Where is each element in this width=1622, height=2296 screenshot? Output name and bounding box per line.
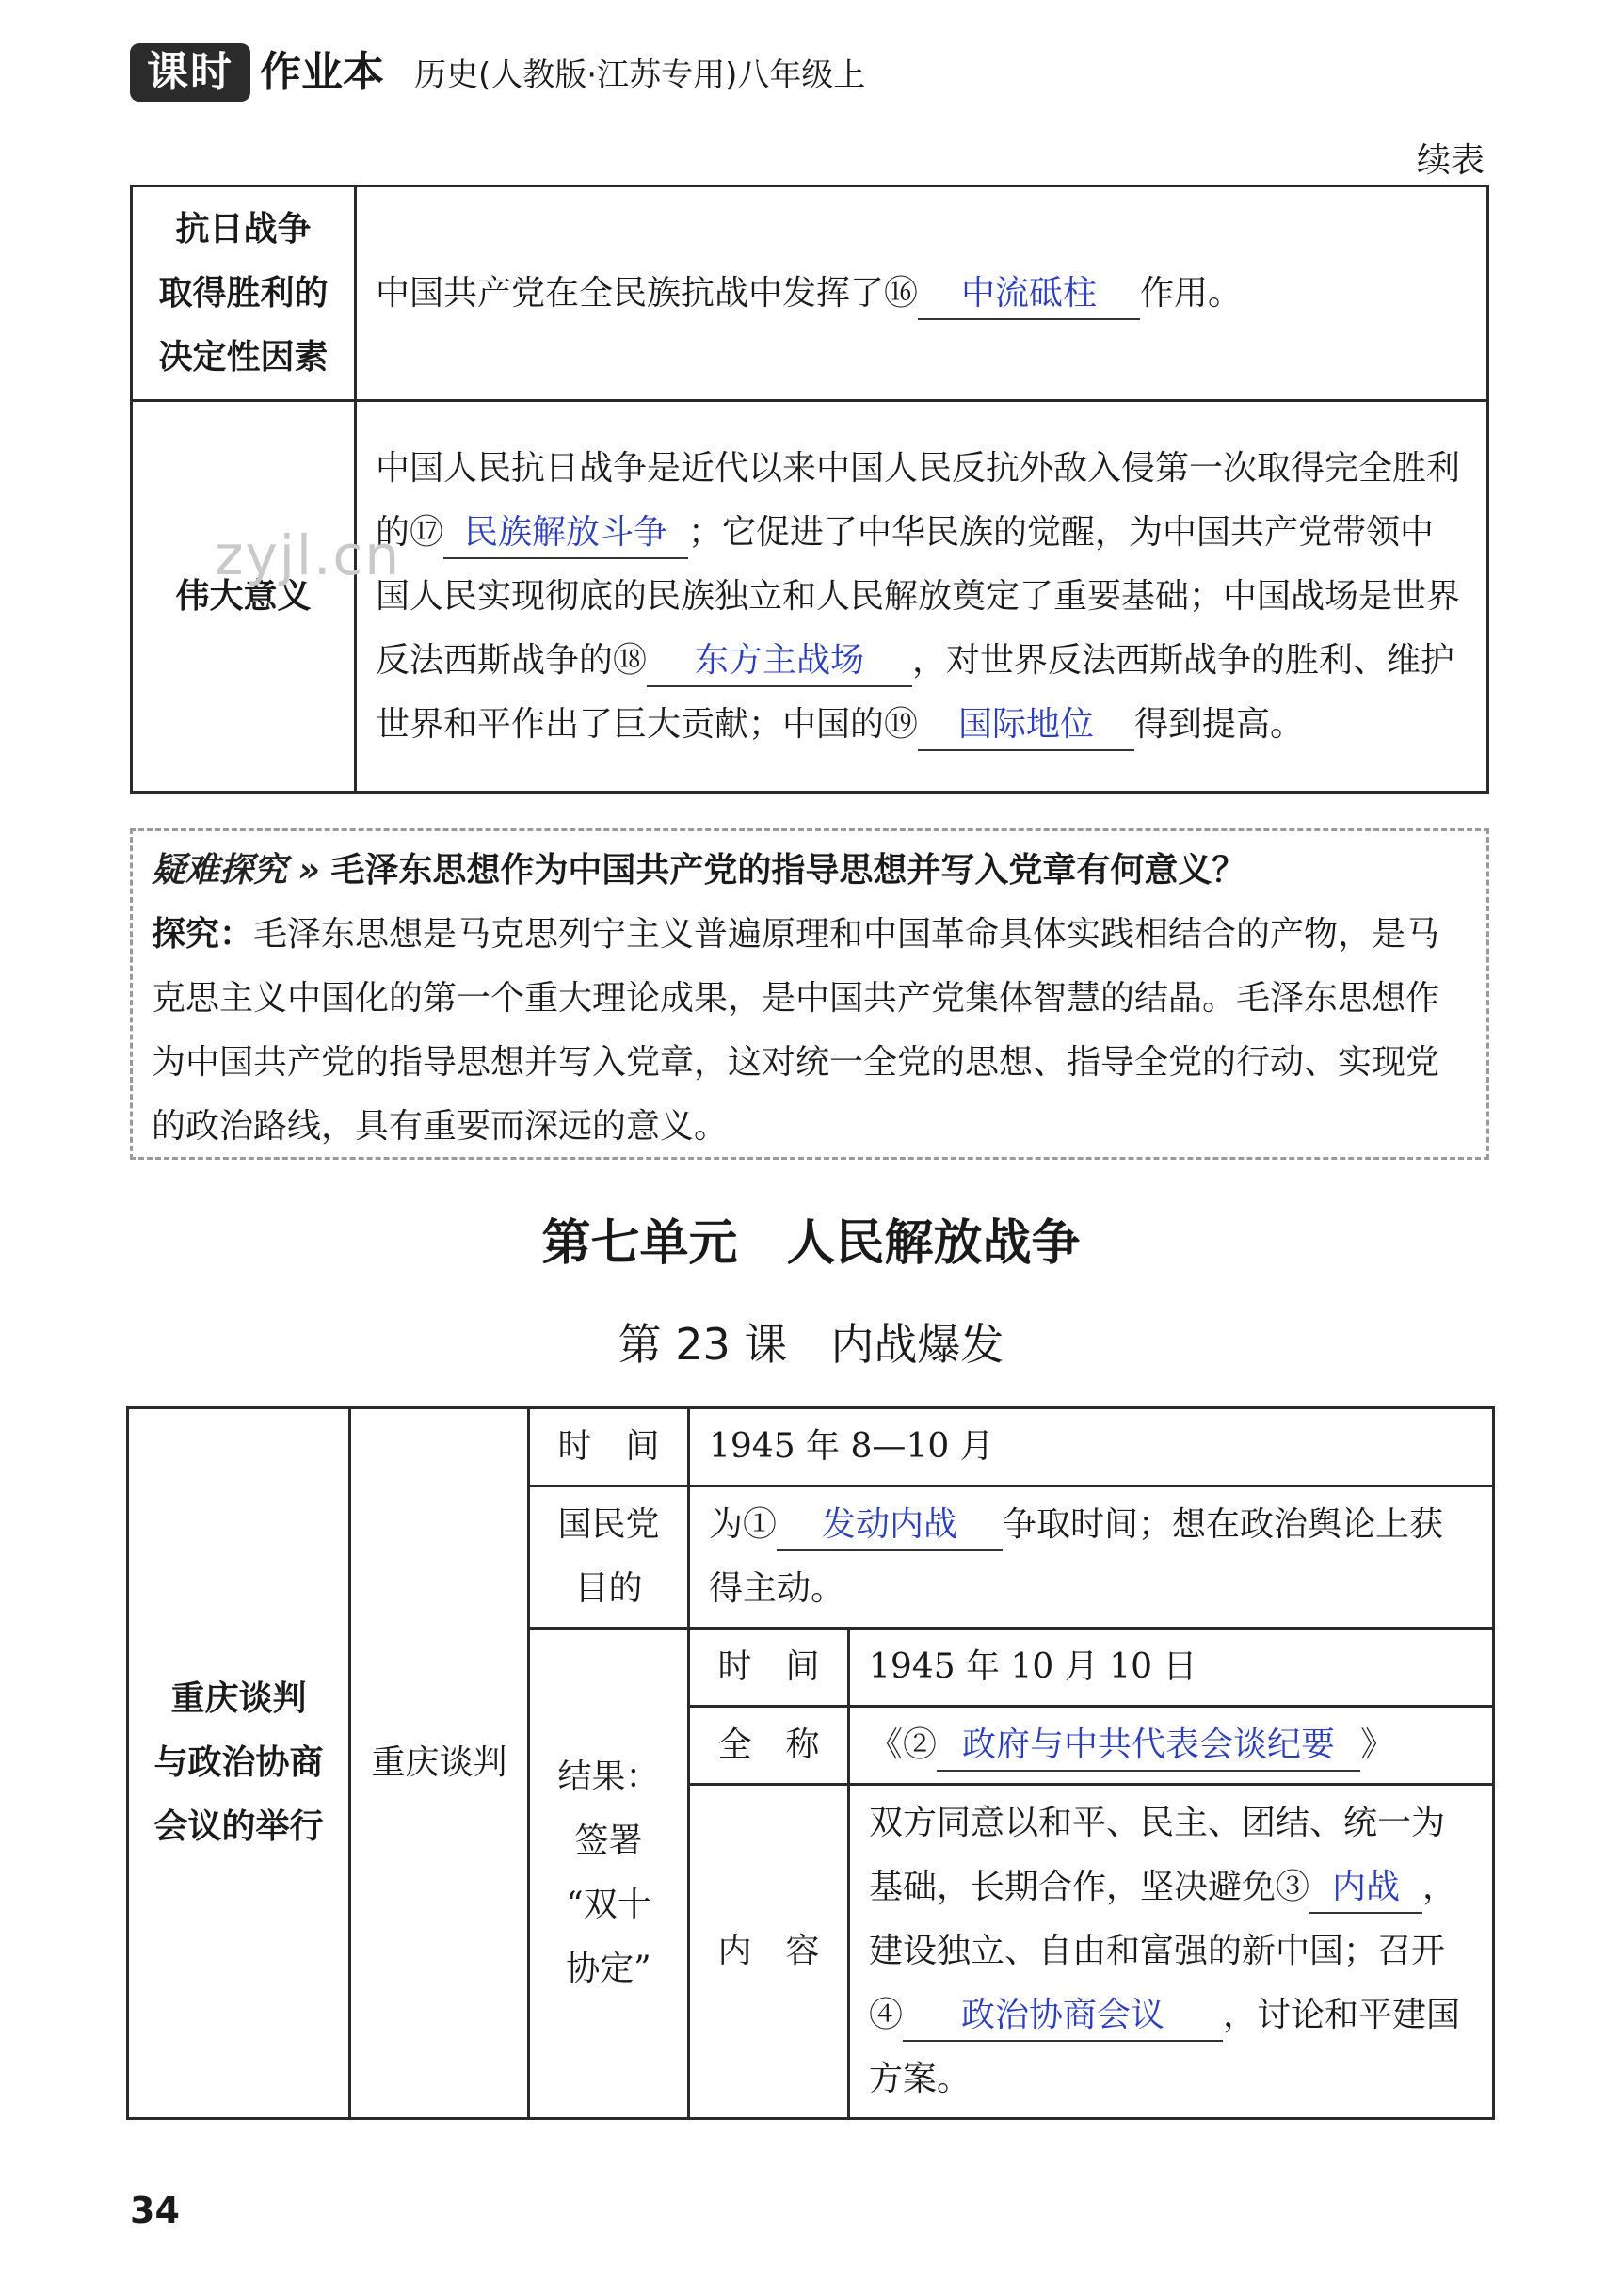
chongqing-table (126, 1406, 1495, 2120)
victory-factor-content: 中国共产党在全民族抗战中发挥了⑯ 中流砥柱 作用。 (356, 186, 1488, 401)
answer-2[interactable]: 政府与中共代表会谈纪要 (937, 1721, 1360, 1772)
unit-title: 第七单元 人民解放战争 (541, 1215, 1081, 1272)
answer-16[interactable]: 中流砥柱 (918, 269, 1140, 320)
answer-19[interactable]: 国际地位 (918, 700, 1134, 751)
fullname-label: 全 称 (689, 1707, 849, 1785)
continued-label: 续表 (1416, 141, 1485, 180)
lesson-title: 第 23 课 内战爆发 (618, 1319, 1004, 1370)
answer-4[interactable]: 政治协商会议 (903, 1991, 1223, 2042)
explore-box (130, 828, 1489, 1160)
result-time-label: 时 间 (689, 1629, 849, 1707)
book-logo: 课时 (130, 43, 250, 102)
answer-18[interactable]: 东方主战场 (647, 636, 912, 687)
result-time-value: 1945 年 10 月 10 日 (849, 1629, 1494, 1707)
content-value: 双方同意以和平、民主、团结、统一为基础，长期合作，坚决避免③ 内战 ，建设独立、自由和富强的新中国；召开④ 政治协商会议 ，讨论和平建国方案。 (849, 1785, 1494, 2119)
time-value: 1945 年 8—10 月 (689, 1408, 1494, 1486)
result-label: 结果： 签署 “双十 协定” (529, 1629, 689, 2119)
fullname-value: 《② 政府与中共代表会谈纪要 》 (849, 1707, 1494, 1785)
book-brand: 作业本 (260, 48, 384, 96)
explore-answer-label: 探究： (152, 915, 254, 954)
page-number: 34 (130, 2190, 180, 2231)
double-arrow-icon: » (297, 851, 320, 890)
answer-3[interactable]: 内战 (1309, 1863, 1422, 1914)
topic-label: 重庆谈判 与政治协商 会议的举行 (128, 1408, 350, 2119)
watermark: zyjl.cn (215, 523, 402, 587)
time-label: 时 间 (529, 1408, 689, 1486)
significance-content: 中国人民抗日战争是近代以来中国人民反抗外敌入侵第一次取得完全胜利的⑰ 民族解放斗争 ；它促进了中华民族的觉醒，为中国共产党带领中国人民实现彻底的民族独立和人民解放奠定了重要基础；中国战场是世界反法西斯战争的⑱ 东方主战场 ，对世界反法西斯战争的胜利、维护世界和平作出了巨大贡献；中国的⑲ 国际地位 得到提高。 (356, 401, 1488, 793)
answer-1[interactable]: 发动内战 (777, 1501, 1003, 1551)
explore-question: 毛泽东思想作为中国共产党的指导思想并写入党章有何意义？ (330, 851, 1246, 890)
answer-17[interactable]: 民族解放斗争 (443, 508, 688, 559)
purpose-label: 国民党 目的 (529, 1486, 689, 1629)
book-subtitle: 历史(人教版·江苏专用)八年级上 (414, 56, 866, 94)
significance-label: 伟大意义 (132, 401, 356, 793)
sub-label: 重庆谈判 (350, 1408, 529, 2119)
anti-japanese-war-table (130, 185, 1489, 794)
explore-answer: 毛泽东思想是马克思列宁主义普遍原理和中国革命具体实践相结合的产物，是马克思主义中国化的第一个重大理论成果，是中国共产党集体智慧的结晶。毛泽东思想作为中国共产党的指导思想并写入党章，这对统一全党的思想、指导全党的行动、实现党的政治路线，具有重要而深远的意义。 (152, 915, 1440, 1146)
content-label: 内 容 (689, 1785, 849, 2119)
victory-factor-label: 抗日战争 取得胜利的 决定性因素 (132, 186, 356, 401)
explore-tag: 疑难探究 (152, 851, 288, 890)
purpose-content: 为① 发动内战 争取时间；想在政治舆论上获得主动。 (689, 1486, 1494, 1629)
